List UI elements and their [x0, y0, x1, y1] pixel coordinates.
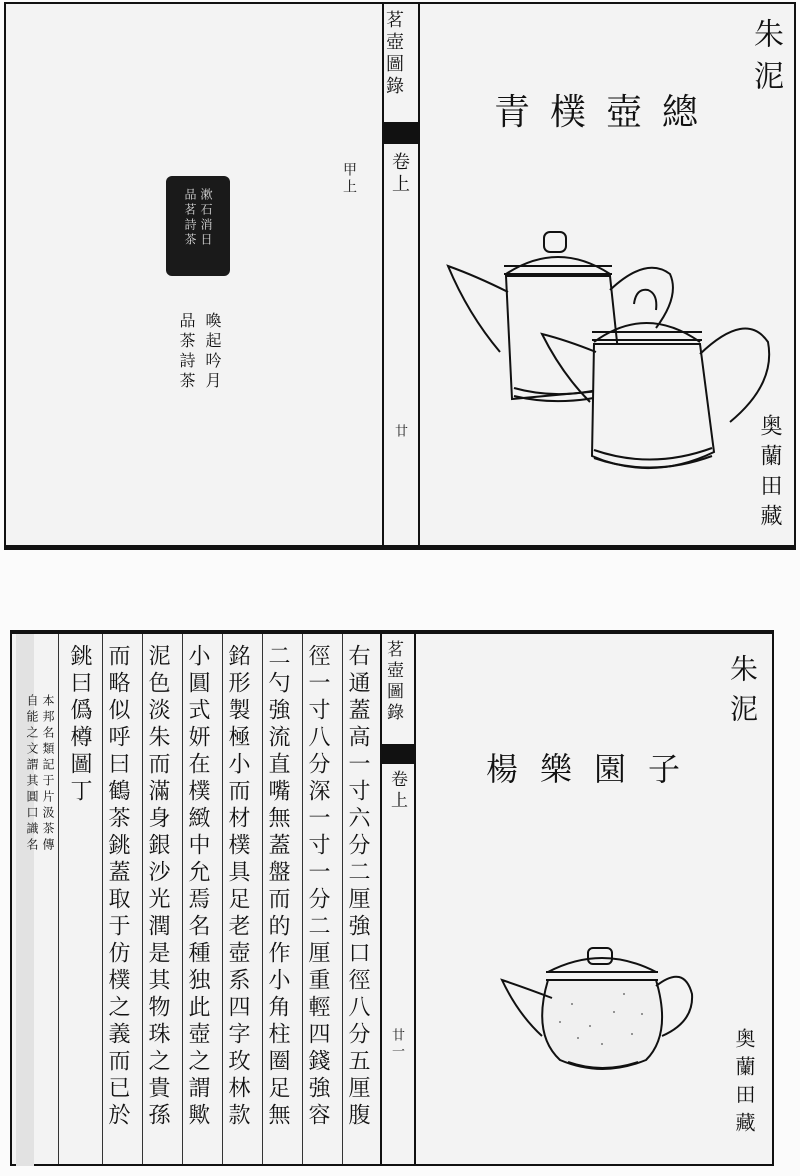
- collector-note: 奥蘭田藏: [757, 414, 782, 534]
- spine-volume: 卷上: [389, 152, 410, 196]
- seal-line-0: 漱石消日: [199, 188, 213, 248]
- note-column-1: 自能之文謂其圓口識名: [25, 694, 39, 854]
- teapot-illustration: [12, 634, 776, 1170]
- material-label: 朱泥: [726, 654, 759, 734]
- spine-folio: 廿一: [389, 1028, 404, 1060]
- spine-title: 茗壺圖錄: [383, 640, 403, 724]
- teapots-illustration: [6, 4, 798, 552]
- top-book-spread: [4, 2, 796, 550]
- page-marker: 甲上: [341, 162, 357, 196]
- text-column-5: 泥色淡朱而滿身銀沙光潤是其物珠之貴孫: [145, 644, 170, 1130]
- text-column-2: 二勺強流直嘴無蓋盤而的作小角柱圈足無: [265, 644, 290, 1130]
- text-column-1: 徑一寸八分深一寸一分二厘重輕四錢強容: [305, 644, 330, 1130]
- spine-folio: 廿: [392, 424, 407, 440]
- text-column-4: 小圓式妍在樸緻中允焉名種独此壺之謂歟: [185, 644, 210, 1130]
- pot-title: 楊樂園子: [486, 750, 703, 788]
- seal-line-1: 品茗詩茶: [183, 188, 197, 248]
- text-column-3: 銘形製極小而材樸具足老壺系四字玫林款: [225, 644, 250, 1130]
- text-column-0: 右通蓋高一寸六分二厘強口徑八分五厘腹: [345, 644, 370, 1130]
- caption-line-1: 品茶詩茶: [177, 312, 196, 392]
- caption-line-0: 喚起吟月: [203, 312, 222, 392]
- material-label: 朱泥: [748, 18, 783, 102]
- note-column-0: 本邦名類記于片汲茶傳: [41, 694, 55, 854]
- collector-note: 奥蘭田藏: [732, 1028, 756, 1140]
- spine-title: 茗壺圖錄: [383, 10, 404, 98]
- text-column-7: 銚曰僞樽圖丁: [67, 644, 92, 806]
- spine-volume: 卷上: [387, 770, 407, 812]
- bottom-book-spread: [10, 630, 774, 1166]
- pot-title: 青樸壺總: [494, 92, 719, 133]
- text-column-6: 而略似呼曰鶴茶銚蓋取于仿樸之義而已於: [105, 644, 130, 1130]
